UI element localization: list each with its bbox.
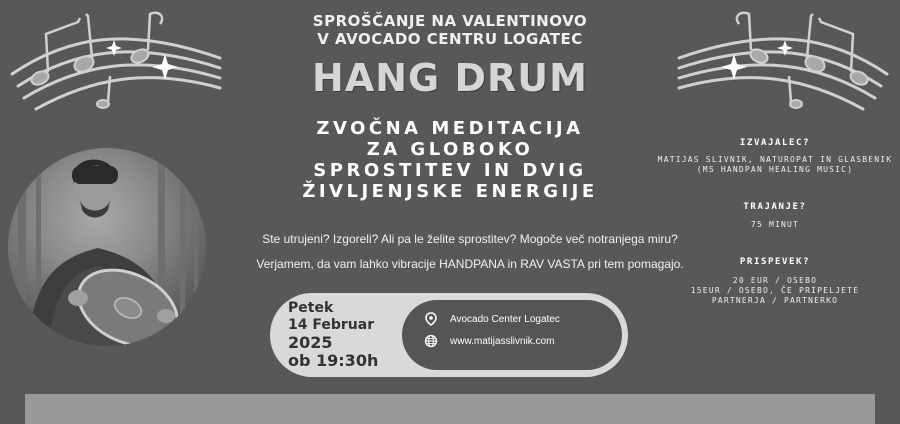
duration-value: 75 MINUT	[750, 220, 800, 229]
performer-photo	[8, 148, 206, 346]
header-line-1: SPROŠČANJE NA VALENTINOVO	[312, 12, 588, 30]
location-row	[424, 312, 560, 326]
website-link[interactable]: www.matijasslivnik.com	[450, 335, 555, 347]
bottom-band	[25, 394, 875, 424]
page-title: HANG DRUM	[312, 56, 588, 100]
fee-discount: 15EUR / OSEBO, ČE PRIPELJETE	[690, 286, 860, 295]
subtitle-line-4: ŽIVLJENJSKE ENERGIJE	[302, 181, 598, 202]
performer-heading: IZVAJALEC?	[739, 138, 811, 148]
event-year: 2025	[288, 333, 333, 352]
event-time: ob 19:30h	[288, 351, 379, 370]
event-date: 14 Februar	[288, 317, 375, 333]
header-line-2: V AVOCADO CENTRU LOGATEC	[317, 30, 583, 48]
event-day: Petek	[288, 300, 334, 316]
intro-paragraph: Ste utrujeni? Izgoreli? Ali pa le želite sprostitev? Mogoče več notranjega miru?	[262, 232, 678, 246]
location-text: Avocado Center Logatec	[450, 313, 560, 325]
handpan-paragraph: Verjamem, da vam lahko vibracije HANDPANA in RAV VASTA pri tem pomagajo.	[256, 257, 684, 271]
performer-project: (MS HANDPAN HEALING MUSIC)	[696, 165, 854, 174]
subtitle-line-3: SPROSTITEV IN DVIG	[313, 160, 587, 181]
duration-heading: TRAJANJE?	[743, 202, 807, 212]
subtitle-line-1: ZVOČNA MEDITACIJA	[316, 118, 584, 139]
website-row[interactable]	[424, 334, 554, 348]
subtitle-line-2: ZA GLOBOKO	[366, 139, 534, 160]
fee-heading: PRISPEVEK?	[739, 257, 811, 267]
globe-icon	[424, 334, 438, 348]
fee-standard: 20 EUR / OSEBO	[732, 276, 818, 285]
fee-discount-condition: PARTNERJA / PARTNERKO	[711, 296, 839, 305]
performer-name: MATIJAS SLIVNIK, NATUROPAT IN GLASBENIK	[657, 155, 893, 164]
location-pin-icon	[424, 312, 438, 326]
